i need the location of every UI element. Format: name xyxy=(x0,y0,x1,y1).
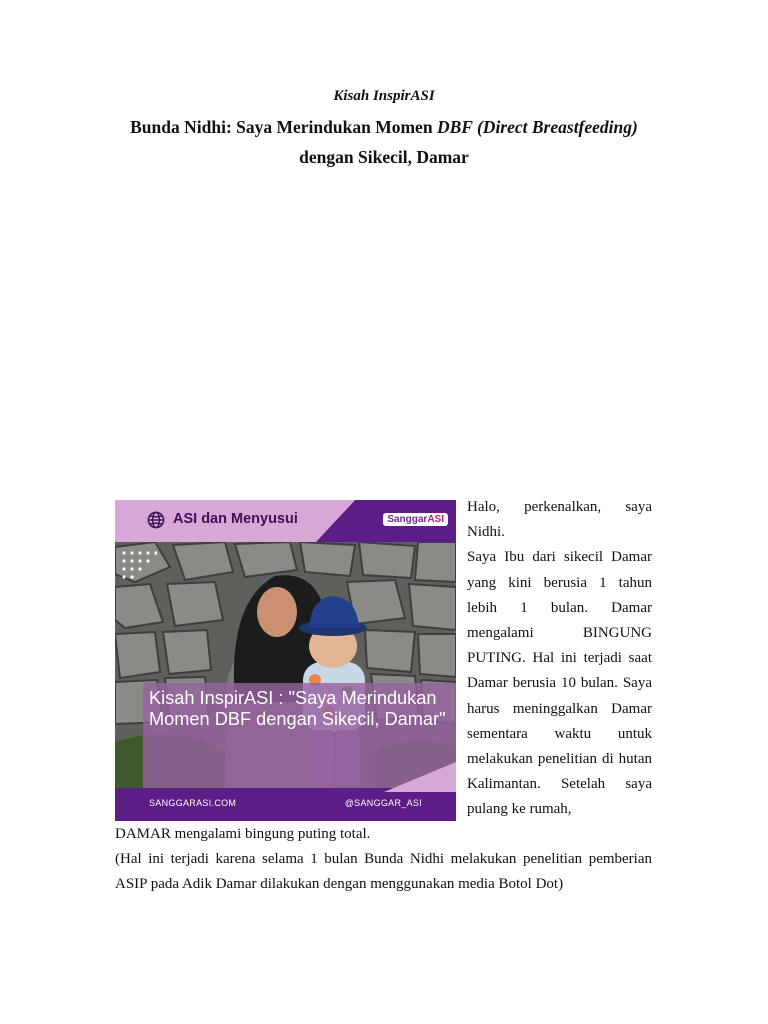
body-text-wrap xyxy=(467,495,652,823)
title-line-2: dengan Sikecil, Damar xyxy=(299,147,469,167)
paragraph-story: Saya Ibu dari sikecil Damar yang kini berusia 1 tahun lebih 1 bulan. Damar mengalami BINGUNG PUTING. Hal ini terjadi saat Damar berusia 10 bulan. Saya harus meninggalkan Damar sementara waktu untuk melakukan penelitian di hutan Kalimantan. Setelah saya pulang ke rumah, xyxy=(467,549,652,818)
article-kicker: Kisah InspirASI xyxy=(333,88,435,104)
globe-icon xyxy=(147,511,165,529)
title-plain: Bunda Nidhi: Saya Merindukan Momen xyxy=(130,117,437,137)
paragraph-intro: Halo, perkenalkan, saya Nidhi. xyxy=(467,499,652,541)
image-headline: Kisah InspirASI : "Saya Merindukan Momen DBF dengan Sikecil, Damar" xyxy=(149,688,446,729)
article-title xyxy=(100,112,668,172)
paragraph-note: (Hal ini terjadi karena selama 1 bulan Bunda Nidhi melakukan penelitian pemberian ASIP pada Adik Damar dilakukan dengan menggunakan media Botol Dot) xyxy=(115,851,652,893)
image-handle: @SANGGAR_ASI xyxy=(344,798,422,808)
dot-pattern xyxy=(121,550,157,580)
image-category: ASI dan Menyusui xyxy=(173,511,298,527)
body-text-full xyxy=(115,822,652,898)
brand-logo: SanggarASI xyxy=(383,513,448,526)
article-image xyxy=(115,500,456,821)
image-website: SANGGARASI.COM xyxy=(149,798,237,808)
paragraph-story-end: DAMAR mengalami bingung puting total. xyxy=(115,826,371,842)
title-italic: DBF (Direct Breastfeeding) xyxy=(436,117,638,137)
